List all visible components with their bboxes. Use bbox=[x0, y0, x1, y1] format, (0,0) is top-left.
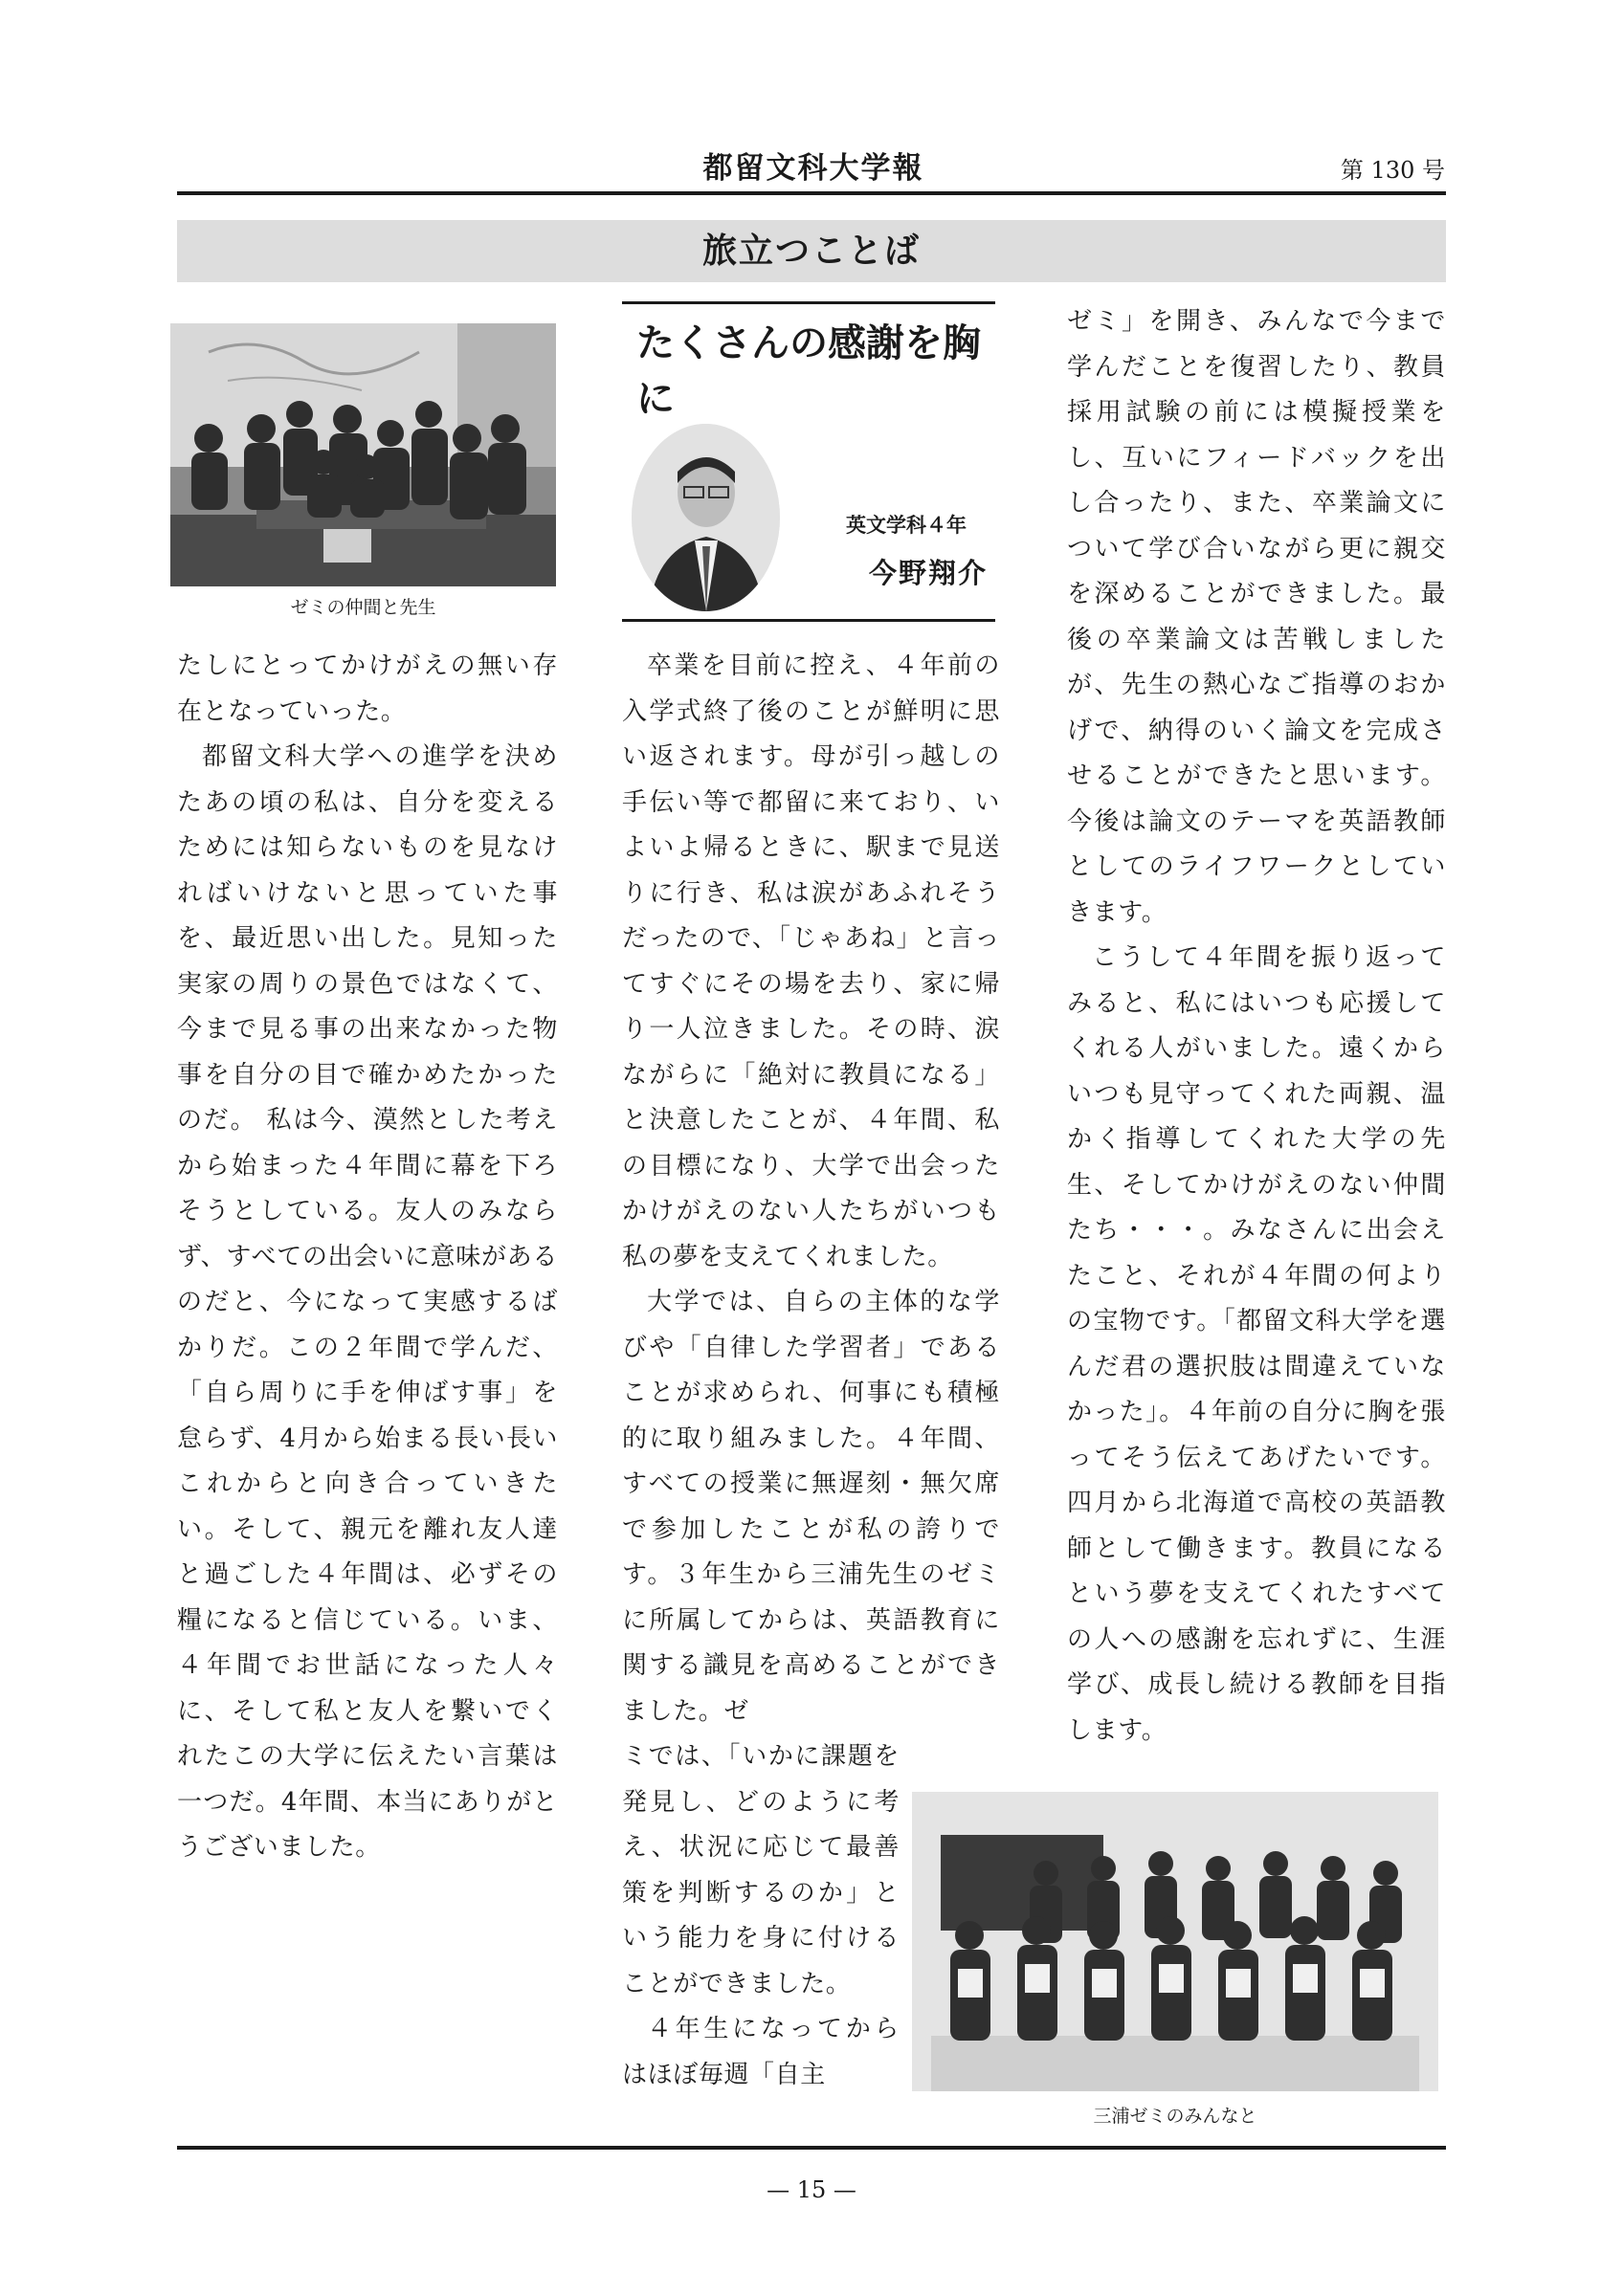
issue-number: 第 130 号 bbox=[1340, 157, 1445, 184]
column-3 bbox=[1067, 299, 1446, 1754]
photo-caption-seminar: ゼミの仲間と先生 bbox=[290, 597, 436, 618]
paragraph: 大学では、自らの主体的な学びや「自律した学習者」であることが求められ、何事にも積極的に取り組みました。４年間、すべての授業に無遅刻・無欠席で参加したことが私の誇りです。３年生から三浦先生のゼミに所属してからは、英語教育に関する識見を高めることができました。ゼ bbox=[622, 1288, 1000, 1726]
title-rule-top bbox=[622, 301, 995, 304]
column-1 bbox=[177, 644, 558, 1871]
author-department: 英文学科４年 bbox=[846, 514, 967, 537]
page-number: — 15 — bbox=[767, 2176, 856, 2203]
footer-rule bbox=[177, 2146, 1446, 2150]
seminar-group-photo bbox=[170, 323, 556, 586]
section-banner bbox=[177, 220, 1446, 282]
paragraph: ミでは、「いかに課題を発見し、どのように考え、状況に応じて最善策を判断するのか」という能力を身に付けることができました。 bbox=[622, 1742, 900, 1998]
paragraph: たしにとってかけがえの無い存在となっていった。 bbox=[177, 651, 558, 726]
section-banner-label: 旅立つことば bbox=[701, 231, 921, 271]
article-title: たくさんの感謝を胸に bbox=[636, 321, 981, 421]
paragraph: 卒業を目前に控え、４年前の入学式終了後のことが鮮明に思い返されます。母が引っ越しの手伝い等で都留に来ており、いよいよ帰るときに、駅まで見送りに行き、私は涙があふれそうだったので、「じゃあね」と言ってすぐにその場を去り、家に帰り一人泣きました。その時、涙ながらに「絶対に教員になる」と決意したことが、４年間、私の目標になり、大学で出会ったかけがえのない人たちがいつも私の夢を支えてくれました。 bbox=[622, 651, 1000, 1271]
miura-seminar-photo bbox=[912, 1792, 1438, 2091]
column-2 bbox=[622, 644, 1000, 1734]
paragraph: 都留文科大学への進学を決めたあの頃の私は、自分を変えるためには知らないものを見なければいけないと思っていた事を、最近思い出した。見知った実家の周りの景色ではなくて、今まで見る事の出来なかった物事を自分の目で確かめたかったのだ。 私は今、漠然とした考えから始まった４年間に幕を下ろそうとしている。友人のみならず、すべての出会いに意味があるのだと、今になって実感するばかりだ。この２年間で学んだ、「自ら周りに手を伸ばす事」を怠らず、4月から始まる長い長いこれからと向き合っていきたい。そして、親元を離れ友人達と過ごした４年間は、必ずその糧になると信じている。いま、４年間でお世話になった人々に、そして私と友人を繋いでくれたこの大学に伝えたい言葉は一つだ。4年間、本当にありがとうございました。 bbox=[177, 742, 558, 1862]
column-2-continued bbox=[622, 1734, 900, 2098]
paragraph: ゼミ」を開き、みんなで今まで学んだことを復習したり、教員採用試験の前には模擬授業をし、互いにフィードバックを出し合ったり、また、卒業論文について学び合いながら更に親交を深めることができました。最後の卒業論文は苦戦しましたが、先生の熱心なご指導のおかげで、納得のいく論文を完成させることができたと思います。今後は論文のテーマを英語教師としてのライフワークとしていきます。 bbox=[1067, 307, 1446, 927]
photo-caption-miura-seminar: 三浦ゼミのみんなと bbox=[1093, 2106, 1257, 2127]
header-rule bbox=[177, 191, 1446, 195]
author-portrait bbox=[632, 424, 780, 611]
paragraph: ４年生になってからはほぼ毎週「自主 bbox=[622, 2015, 900, 2089]
paragraph: こうして４年間を振り返ってみると、私にはいつも応援してくれる人がいました。遠くからいつも見守ってくれた両親、温かく指導してくれた大学の先生、そしてかけがえのない仲間たち・・・。みなさんに出会えたこと、それが４年間の何よりの宝物です。「都留文科大学を選んだ君の選択肢は間違えていなかった」。４年前の自分に胸を張ってそう伝えてあげたいです。四月から北海道で高校の英語教師として働きます。教員になるという夢を支えてくれたすべての人への感謝を忘れずに、生涯学び、成長し続ける教師を目指します。 bbox=[1067, 943, 1446, 1745]
author-name: 今野翔介 bbox=[868, 557, 988, 589]
title-rule-bottom bbox=[622, 619, 995, 622]
masthead-title: 都留文科大学報 bbox=[702, 151, 924, 186]
